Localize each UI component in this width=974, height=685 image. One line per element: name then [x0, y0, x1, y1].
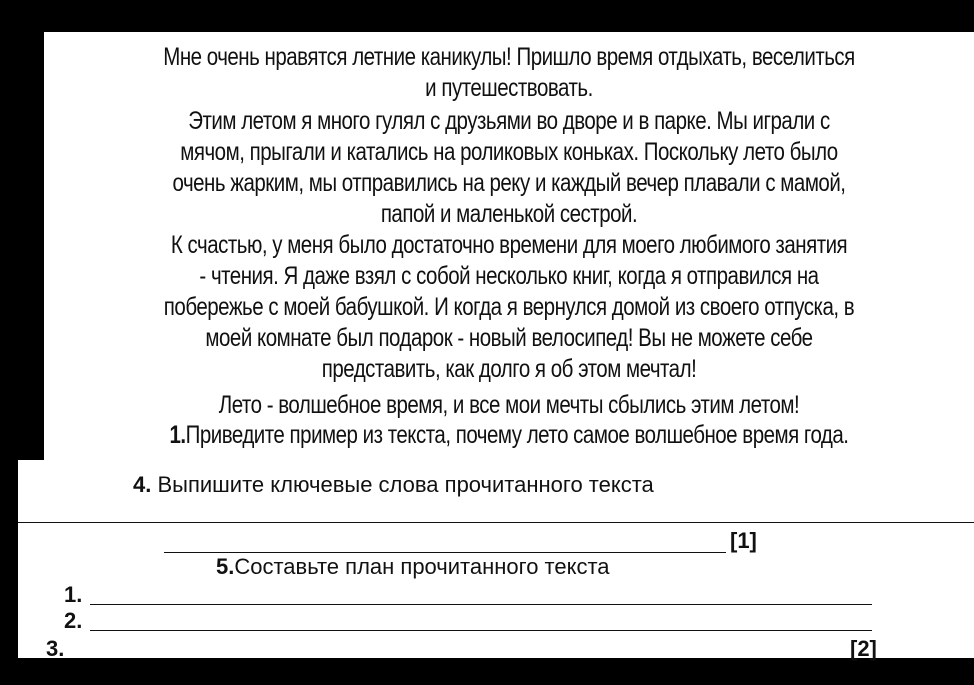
- paragraph-1: [128, 42, 891, 104]
- text-line: моей комнате был подарок - новый велосипед! Вы не можете себе: [205, 324, 813, 352]
- question-5-number: 5.: [216, 554, 235, 579]
- paragraph-2: [128, 106, 891, 230]
- mark-2: [2]: [850, 636, 877, 661]
- reading-text-sheet: [44, 32, 974, 462]
- text-line: представить, как долго я об этом мечтал!: [321, 355, 697, 383]
- worksheet-questions: [18, 460, 974, 661]
- answer-line[interactable]: [164, 552, 726, 553]
- text-line: Мне очень нравятся летние каникулы! Пришло время отдыхать, веселиться: [163, 43, 855, 71]
- text-line: мячом, прыгали и катались на роликовых коньках. Поскольку лето было: [180, 138, 838, 166]
- text-line: и путешествовать.: [425, 74, 593, 102]
- plan-item-1-number: 1.: [64, 582, 83, 607]
- answer-line[interactable]: [18, 522, 974, 523]
- text-line: очень жарким, мы отправились на реку и каждый вечер плавали с мамой,: [172, 169, 846, 197]
- plan-item-2-number: 2.: [64, 608, 83, 633]
- text-line: папой и маленькой сестрой.: [380, 200, 638, 228]
- question-4-text: Выпишите ключевые слова прочитанного текста: [151, 472, 654, 497]
- plan-item-2-line[interactable]: [90, 630, 872, 631]
- question-1: [128, 420, 891, 451]
- text-line: побережье с моей бабушкой. И когда я вернулся домой из своего отпуска, в: [163, 293, 855, 321]
- text-line: - чтения. Я даже взял с собой несколько книг, когда я отправился на: [199, 262, 819, 290]
- question-4: [133, 472, 654, 498]
- text-line: Этим летом я много гулял с друзьями во дворе и в парке. Мы играли с: [188, 107, 830, 135]
- paragraph-4: [128, 390, 891, 421]
- text-line: Лето - волшебное время, и все мои мечты сбылись этим летом!: [218, 391, 800, 419]
- text-line: К счастью, у меня было достаточно времени для моего любимого занятия: [170, 231, 848, 259]
- question-1-number: 1.: [169, 421, 186, 449]
- question-1-text: Приведите пример из текста, почему лето самое волшебное время года.: [185, 421, 849, 449]
- plan-item-1-line[interactable]: [90, 604, 872, 605]
- plan-item-3-number: 3.: [46, 636, 65, 661]
- mark-1: [1]: [730, 528, 757, 553]
- question-4-number: 4.: [133, 472, 152, 497]
- paragraph-3: [128, 230, 891, 385]
- question-5: [216, 554, 610, 580]
- question-5-text: Составьте план прочитанного текста: [234, 554, 610, 579]
